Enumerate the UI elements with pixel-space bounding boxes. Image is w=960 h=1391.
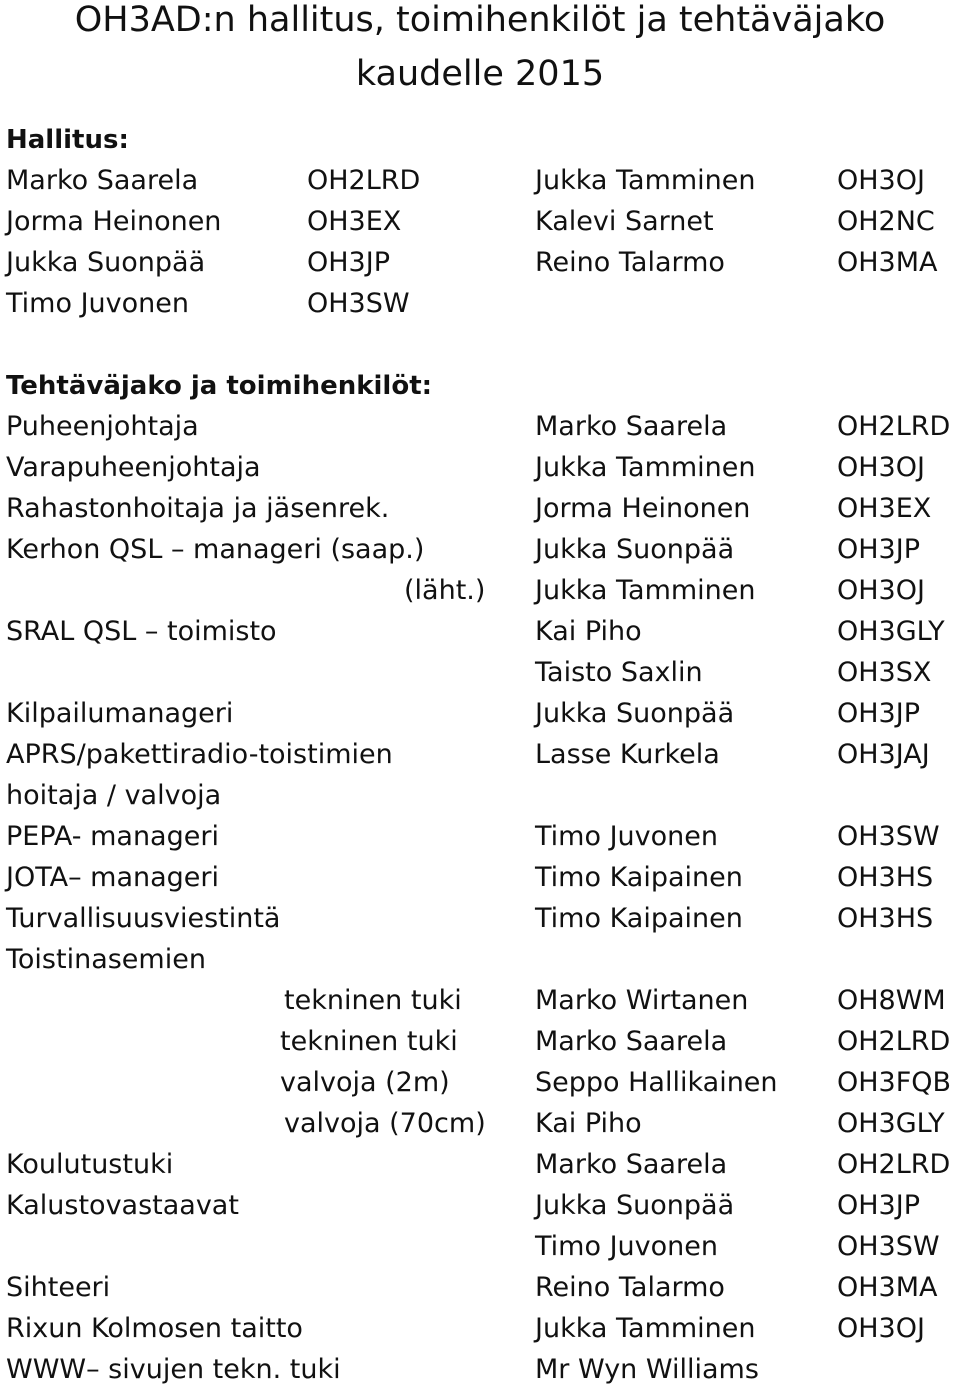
role-label: Kerhon QSL – manageri (saap.) (6, 534, 425, 565)
role-label: Toistinasemien (6, 944, 206, 975)
person-callsign: OH3OJ (837, 452, 925, 483)
tehtavat-heading: Tehtäväjako ja toimihenkilöt: (6, 371, 433, 401)
role-label: Kalustovastaavat (6, 1190, 239, 1221)
board-member-callsign: OH2LRD (307, 165, 421, 196)
person-name: Lasse Kurkela (535, 739, 720, 770)
role-label: JOTA– manageri (6, 862, 220, 893)
role-label: Varapuheenjohtaja (6, 452, 261, 483)
person-name: Marko Saarela (535, 1149, 728, 1180)
person-callsign: OH3OJ (837, 1313, 925, 1344)
role-label: valvoja (2m) (280, 1067, 450, 1098)
person-name: Timo Juvonen (535, 821, 718, 852)
role-label: hoitaja / valvoja (6, 780, 222, 811)
person-callsign: OH3SW (837, 821, 940, 852)
person-name: Timo Juvonen (535, 1231, 718, 1262)
role-label: APRS/pakettiradio-toistimien (6, 739, 393, 770)
person-name: Timo Kaipainen (535, 903, 743, 934)
role-label: Rahastonhoitaja ja jäsenrek. (6, 493, 390, 524)
role-label: tekninen tuki (280, 1026, 458, 1057)
board-member-name: Marko Saarela (6, 165, 199, 196)
person-callsign: OH3SX (837, 657, 932, 688)
person-name: Kai Piho (535, 1108, 642, 1139)
document-title-line-1: OH3AD:n hallitus, toimihenkilöt ja tehtäväjako (74, 0, 886, 40)
person-callsign: OH3JP (837, 534, 920, 565)
person-name: Jukka Suonpää (535, 1190, 735, 1221)
role-label: Sihteeri (6, 1272, 111, 1303)
person-name: Jukka Tamminen (535, 1313, 756, 1344)
role-label: (läht.) (404, 575, 486, 606)
person-name: Jukka Tamminen (535, 452, 756, 483)
person-callsign: OH3GLY (837, 1108, 945, 1139)
person-callsign: OH3HS (837, 903, 934, 934)
person-callsign: OH3OJ (837, 575, 925, 606)
board-member-name: Kalevi Sarnet (535, 206, 714, 237)
person-callsign: OH3SW (837, 1231, 940, 1262)
hallitus-heading: Hallitus: (6, 125, 129, 155)
person-callsign: OH3HS (837, 862, 934, 893)
board-member-name: Timo Juvonen (6, 288, 189, 319)
person-callsign: OH2LRD (837, 1149, 951, 1180)
board-member-name: Jorma Heinonen (6, 206, 222, 237)
board-member-callsign: OH3SW (307, 288, 410, 319)
person-callsign: OH3MA (837, 1272, 938, 1303)
role-label: valvoja (70cm) (284, 1108, 486, 1139)
board-member-name: Jukka Tamminen (535, 165, 756, 196)
person-name: Marko Saarela (535, 411, 728, 442)
person-name: Timo Kaipainen (535, 862, 743, 893)
person-callsign: OH3GLY (837, 616, 945, 647)
person-callsign: OH3JP (837, 1190, 920, 1221)
role-label: tekninen tuki (284, 985, 462, 1016)
role-label: Koulutustuki (6, 1149, 174, 1180)
board-member-callsign: OH3OJ (837, 165, 925, 196)
document-title-line-2: kaudelle 2015 (355, 54, 605, 94)
person-name: Jukka Suonpää (535, 698, 735, 729)
person-name: Jukka Suonpää (535, 534, 735, 565)
board-member-callsign: OH3JP (307, 247, 390, 278)
person-callsign: OH2LRD (837, 411, 951, 442)
person-name: Jorma Heinonen (535, 493, 751, 524)
role-label: Kilpailumanageri (6, 698, 234, 729)
person-name: Taisto Saxlin (535, 657, 703, 688)
person-callsign: OH3JAJ (837, 739, 930, 770)
role-label: Puheenjohtaja (6, 411, 199, 442)
board-member-callsign: OH3MA (837, 247, 938, 278)
role-label: WWW– sivujen tekn. tuki (6, 1354, 341, 1385)
role-label: Rixun Kolmosen taitto (6, 1313, 303, 1344)
person-callsign: OH3JP (837, 698, 920, 729)
person-name: Seppo Hallikainen (535, 1067, 778, 1098)
person-name: Marko Saarela (535, 1026, 728, 1057)
person-callsign: OH3FQB (837, 1067, 952, 1098)
person-name: Mr Wyn Williams (535, 1354, 759, 1385)
person-callsign: OH3EX (837, 493, 932, 524)
board-member-callsign: OH2NC (837, 206, 935, 237)
board-member-callsign: OH3EX (307, 206, 402, 237)
person-name: Marko Wirtanen (535, 985, 749, 1016)
person-name: Reino Talarmo (535, 1272, 725, 1303)
role-label: PEPA- manageri (6, 821, 219, 852)
role-label: Turvallisuusviestintä (6, 903, 281, 934)
person-name: Kai Piho (535, 616, 642, 647)
person-callsign: OH2LRD (837, 1026, 951, 1057)
person-callsign: OH8WM (837, 985, 946, 1016)
board-member-name: Reino Talarmo (535, 247, 725, 278)
role-label: SRAL QSL – toimisto (6, 616, 277, 647)
board-member-name: Jukka Suonpää (6, 247, 206, 278)
person-name: Jukka Tamminen (535, 575, 756, 606)
